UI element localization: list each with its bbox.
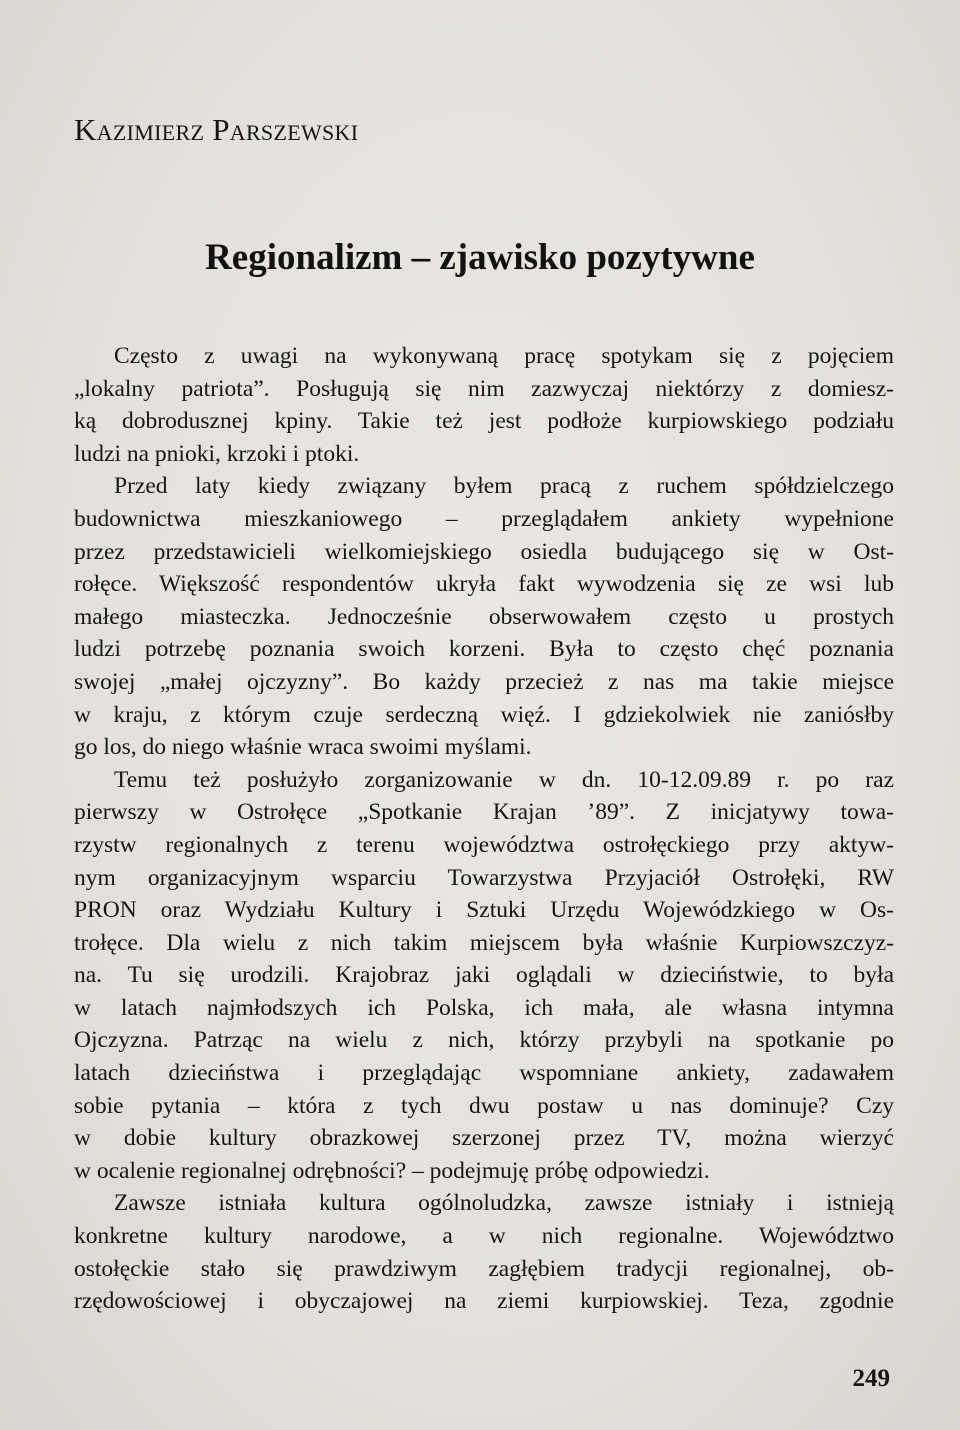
text-line: w latach najmłodszych ich Polska, ich mała, ale własna intymna (74, 994, 894, 1021)
text-line: Przed laty kiedy związany byłem pracą z ruchem spółdzielczego (114, 473, 894, 500)
text-line: swojej „małej ojczyzny”. Bo każdy przecież z nas ma takie miejsce (74, 668, 894, 695)
text-line: ką dobrodusznej kpiny. Takie też jest podłoże kurpiowskiego podziału (74, 408, 894, 435)
text-line: PRON oraz Wydziału Kultury i Sztuki Urzędu Wojewódzkiego w Os- (74, 897, 894, 924)
text-line: rzędowościowej i obyczajowej na ziemi kurpiowskiej. Teza, zgodnie (74, 1288, 894, 1315)
text-line: Temu też posłużyło zorganizowanie w dn. 10-12.09.89 r. po raz (114, 766, 894, 793)
text-line: latach dzieciństwa i przeglądając wspomniane ankiety, zadawałem (74, 1060, 894, 1087)
text-line: sobie pytania – która z tych dwu postaw u nas dominuje? Czy (74, 1092, 894, 1119)
text-line: małego miasteczka. Jednocześnie obserwowałem często u prostych (74, 603, 894, 630)
text-line: Często z uwagi na wykonywaną pracę spotykam się z pojęciem (114, 343, 894, 369)
text-line: przez przedstawicieli wielkomiejskiego osiedla budującego się w Ost- (74, 538, 894, 565)
text-line: go los, do niego właśnie wraca swoimi myślami. (74, 734, 532, 761)
text-line: budownictwa mieszkaniowego – przeglądałem ankiety wypełnione (74, 505, 894, 532)
text-line: ludzi potrzebę poznania swoich korzeni. Była to często chęć poznania (74, 636, 894, 663)
text-line: nym organizacyjnym wsparciu Towarzystwa Przyjaciół Ostrołęki, RW (74, 864, 894, 891)
text-line: Zawsze istniała kultura ogólnoludzka, zawsze istniały i istnieją (114, 1190, 894, 1217)
text-line: pierwszy w Ostrołęce „Spotkanie Krajan ’89”. Z inicjatywy towa- (74, 799, 894, 826)
text-line: na. Tu się urodzili. Krajobraz jaki oglądali w dzieciństwie, to była (74, 962, 894, 989)
text-line: Ojczyzna. Patrząc na wielu z nich, którzy przybyli na spotkanie po (74, 1027, 894, 1054)
text-line: ludzi na pnioki, krzoki i ptoki. (74, 440, 360, 467)
text-line: trołęce. Dla wielu z nich takim miejscem była właśnie Kurpiowszczyz- (74, 929, 894, 956)
text-line: rzystw regionalnych z terenu województwa ostrołęckiego przy aktyw- (74, 831, 894, 858)
author-name: Kazimierz Parszewski (74, 112, 359, 147)
text-line: w dobie kultury obrazkowej szerzonej przez TV, można wierzyć (74, 1125, 894, 1152)
page-number: 249 (852, 1365, 890, 1392)
text-line: w kraju, z którym czuje serdeczną więź. I gdziekolwiek nie zaniósłby (74, 701, 894, 728)
text-line: ostołęckie stało się prawdziwym zagłębiem tradycji regionalnej, ob- (74, 1255, 894, 1282)
chapter-title: Regionalizm – zjawisko pozytywne (205, 237, 755, 278)
text-line: „lokalny patriota”. Posługują się nim zazwyczaj niektórzy z domiesz- (74, 375, 894, 402)
text-line: konkretne kultury narodowe, a w nich regionalne. Województwo (74, 1223, 894, 1250)
text-line: rołęce. Większość respondentów ukryła fakt wywodzenia się ze wsi lub (74, 571, 894, 598)
text-line: w ocalenie regionalnej odrębności? – podejmuję próbę odpowiedzi. (74, 1157, 710, 1184)
body-text (74, 340, 894, 1318)
